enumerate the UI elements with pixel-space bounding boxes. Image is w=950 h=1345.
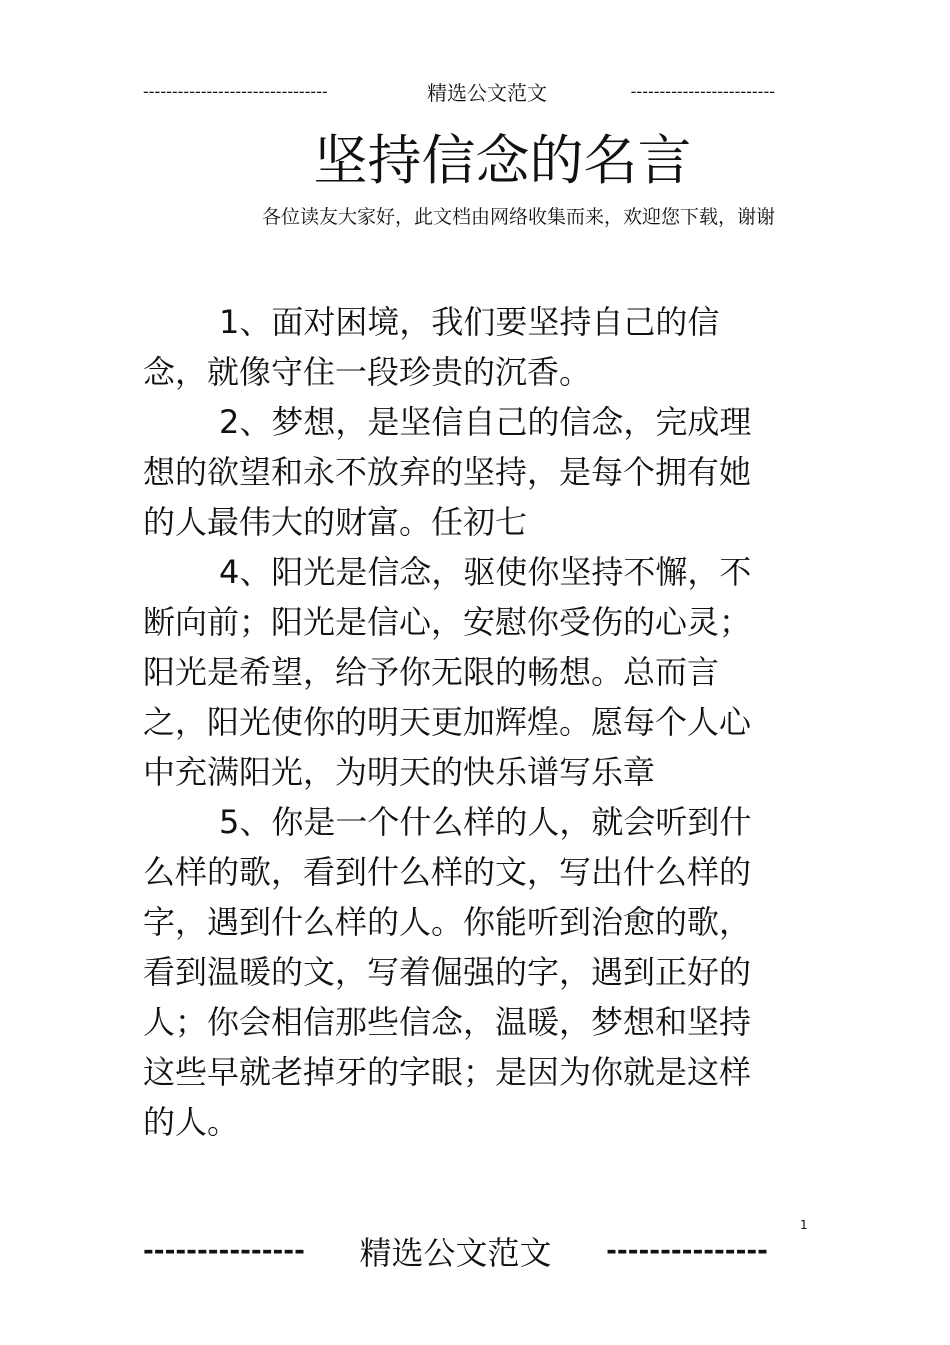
footer-dash-right: --------------- <box>606 1236 768 1266</box>
page-number: 1 <box>800 1218 808 1232</box>
quote-paragraph: 5、你是一个什么样的人，就会听到什么样的歌，看到什么样的文，写出什么样的字，遇到什么样的人。你能听到治愈的歌，看到温暖的文，写着倔强的字，遇到正好的人；你会相信那些信念，温暖，梦想和坚持这些早就老掉牙的字眼；是因为你就是这样的人。 <box>143 803 752 1141</box>
header-label: 精选公文范文 <box>427 80 547 105</box>
header-dash-right: ------------------------- <box>630 81 775 101</box>
quote-paragraph: 2、梦想，是坚信自己的信念，完成理想的欲望和永不放弃的坚持，是每个拥有她的人最伟大的财富。任初七 <box>143 403 752 541</box>
page-footer <box>143 1226 768 1276</box>
header-dash-left: -------------------------------- <box>143 81 328 101</box>
document-title: 坚持信念的名言 <box>313 129 692 192</box>
quote-paragraph: 4、阳光是信念，驱使你坚持不懈，不断向前；阳光是信心，安慰你受伤的心灵；阳光是希望，给予你无限的畅想。总而言之，阳光使你的明天更加辉煌。愿每个人心中充满阳光，为明天的快乐谱写乐章 <box>143 553 752 791</box>
footer-dash-left: --------------- <box>143 1236 305 1266</box>
document-body <box>143 297 779 1147</box>
page-header <box>143 76 775 106</box>
document-subtitle: 各位读友大家好，此文档由网络收集而来，欢迎您下载，谢谢 <box>261 206 775 228</box>
quote-paragraph: 1、面对困境，我们要坚持自己的信念，就像守住一段珍贵的沉香。 <box>143 303 720 391</box>
footer-label: 精选公文范文 <box>359 1234 552 1272</box>
